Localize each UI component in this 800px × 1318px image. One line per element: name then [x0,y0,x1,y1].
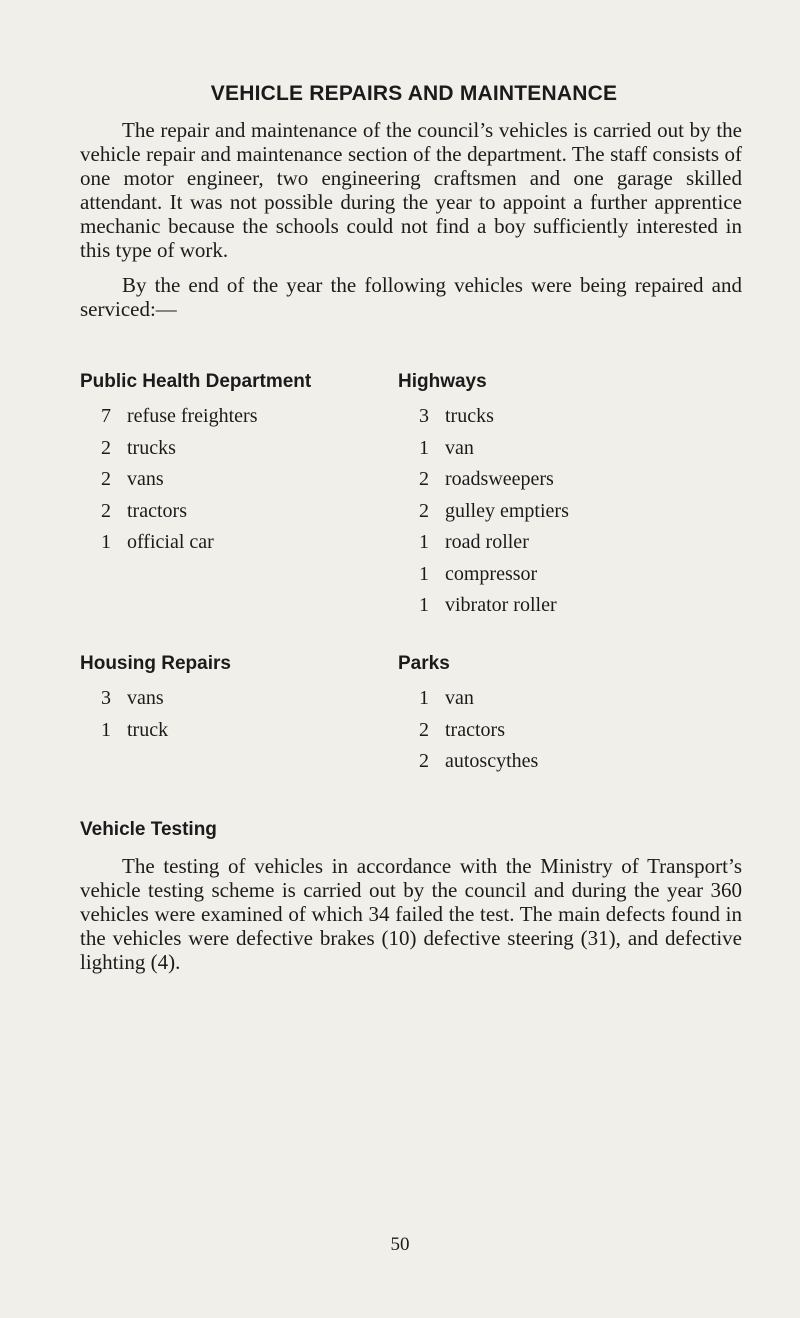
vehicle-testing-paragraph: The testing of vehicles in accordance with the Ministry of Transport’s vehicle testing scheme is carried out by the council and during the year 360 vehicles were examined of which 34 failed the test. The main defects found in the vehicles were defective brakes (10) defective steering (31), and defective lighting (4). [80,854,742,974]
item-quantity: 2 [101,499,111,522]
list-item [101,527,311,559]
item-quantity: 1 [419,436,429,459]
list-item [419,559,569,591]
list-item [419,527,569,559]
public-health-heading: Public Health Department [80,371,312,392]
page-number: 50 [390,1234,410,1255]
parks-heading: Parks [398,653,450,674]
housing-repairs-list [80,683,231,746]
public-health-column [80,370,311,559]
item-name: autoscythes [445,750,539,772]
item-quantity: 2 [101,468,111,490]
list-item [101,715,231,747]
item-name: vans [127,468,164,490]
item-name: official car [127,531,214,553]
highways-list [398,401,569,622]
item-name: van [445,687,474,709]
document-page [80,82,742,974]
list-item [419,433,569,465]
item-quantity: 2 [419,499,429,522]
list-item [101,464,311,496]
item-name: compressor [445,562,538,585]
list-item [101,401,311,433]
item-quantity: 1 [101,531,111,553]
item-name: truck [127,718,169,741]
intro-paragraph-staff: The repair and maintenance of the council’s vehicles is carried out by the vehicle repair and maintenance section of the department. The staff consists of one motor engineer, two engineering craftsmen and one garage skilled attendant. It was not possible during the year to appoint a further apprentice mechanic because the schools could not find a boy sufficiently interested in this type of work. [80,118,742,262]
item-name: roadsweepers [445,468,554,490]
item-quantity: 1 [419,531,429,553]
list-item [419,496,569,528]
item-name: vans [127,687,164,709]
list-item [101,433,311,465]
vehicle-testing-heading: Vehicle Testing [80,819,217,840]
item-quantity: 1 [419,562,429,585]
housing-repairs-heading: Housing Repairs [80,653,231,674]
item-name: gulley emptiers [445,499,569,522]
list-item [101,496,311,528]
list-item [419,746,538,778]
item-quantity: 2 [419,468,429,490]
page-title: VEHICLE REPAIRS AND MAINTENANCE [210,82,618,105]
item-quantity: 1 [101,718,111,741]
item-name: trucks [445,405,494,427]
item-name: tractors [445,718,505,741]
item-name: vibrator roller [445,594,557,616]
item-name: road roller [445,531,529,553]
item-quantity: 2 [419,718,429,741]
intro-paragraph-vehicles: By the end of the year the following vehicles were being repaired and serviced:— [80,273,742,321]
list-item [101,683,231,715]
parks-column [398,652,538,778]
list-item [419,683,538,715]
list-item [419,590,569,622]
item-name: refuse freighters [127,405,258,427]
list-item [419,464,569,496]
item-name: trucks [127,436,176,459]
item-quantity: 3 [101,687,111,709]
public-health-list [80,401,311,559]
housing-repairs-column [80,652,231,746]
list-item [419,715,538,747]
item-quantity: 2 [101,436,111,459]
list-item [419,401,569,433]
item-name: van [445,436,474,459]
item-name: tractors [127,499,187,522]
item-quantity: 1 [419,594,429,616]
item-quantity: 1 [419,687,429,709]
item-quantity: 7 [101,405,111,427]
parks-list [398,683,538,778]
item-quantity: 2 [419,750,429,772]
highways-heading: Highways [398,371,487,392]
item-quantity: 3 [419,405,429,427]
highways-column [398,370,569,622]
